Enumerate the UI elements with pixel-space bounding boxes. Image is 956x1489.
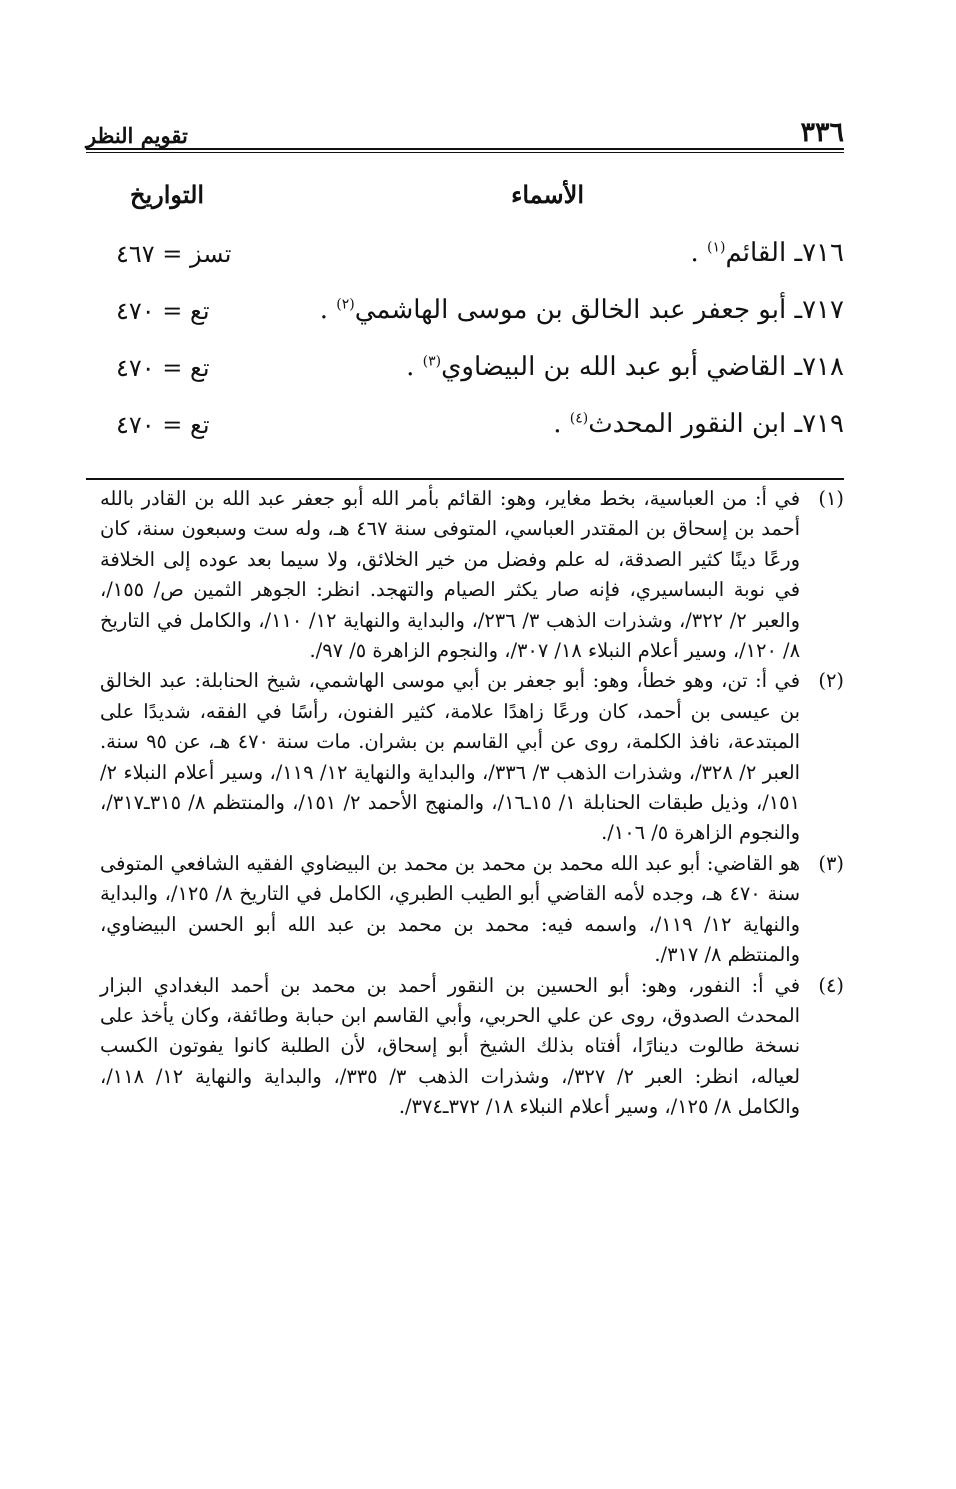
entry-date: تع = ٤٧٠ bbox=[116, 411, 210, 439]
footnote-text: في أ: من العباسية، بخط مغاير، وهو: القائم بأمر الله أبو جعفر عبد الله بن القادر بالله أحمد بن إسحاق بن المقتدر العباسي، المتوفى سنة ٤٦٧ هـ، وله ست وسبعون سنة، كان ورعًا دينًا كثير الصدقة، له علم وفضل من خير الخلائق، ولا سيما بعد عوده إلى الخلافة في نوبة البساسيري، فإنه صار يكثر الصيام والتهجد. انظر: الجوهر الثمين ص/ ١٥٥/، والعبر ٢/ ٣٢٢/، وشذرات الذهب ٣/ ٢٣٦/، والبداية والنهاية ١٢/ ١١٠/، والكامل في التاريخ ٨/ ١٢٠/، وسير أعلام النبلاء ١٨/ ٣٠٧/، والنجوم الزاهرة ٥/ ٩٧/. bbox=[100, 487, 800, 663]
entry-719 bbox=[86, 409, 844, 466]
footnote-ref: (١) bbox=[706, 239, 726, 256]
dates-column-header: التواريخ bbox=[130, 180, 205, 209]
footnote-number: (١) bbox=[818, 487, 844, 510]
footnotes bbox=[100, 484, 844, 1123]
column-headers bbox=[86, 180, 844, 220]
entry-date: تع = ٤٧٠ bbox=[116, 354, 210, 382]
entry-717 bbox=[86, 295, 844, 352]
entry-name: ٧١٦ـ القائم$^{(١)}$ . bbox=[690, 238, 844, 268]
footnote-ref: (٢) bbox=[336, 296, 355, 313]
entry-name: ٧١٧ـ أبو جعفر عبد الخالق بن موسى الهاشمي$^{(٢)}$ . bbox=[319, 295, 844, 325]
entry-name: ٧١٨ـ القاضي أبو عبد الله بن البيضاوي$^{(٣)}$ . bbox=[406, 352, 844, 382]
footnotes-rule bbox=[86, 478, 844, 480]
footnote-number: (٢) bbox=[818, 669, 844, 693]
footnote-ref: (٣) bbox=[422, 353, 442, 370]
names-column-header: الأسماء bbox=[511, 180, 584, 209]
entry-716 bbox=[86, 238, 844, 295]
footnote-2 bbox=[100, 666, 844, 848]
footnote-1 bbox=[100, 484, 844, 666]
entry-date: تع = ٤٧٠ bbox=[116, 297, 210, 325]
entry-name: ٧١٩ـ ابن النقور المحدث$^{(٤)}$ . bbox=[553, 409, 844, 439]
page-number: ٣٣٦ bbox=[800, 117, 844, 148]
running-title: تقويم النظر bbox=[86, 123, 188, 148]
footnote-3 bbox=[100, 849, 844, 971]
footnote-text: في أ: النفور، وهو: أبو الحسين بن النقور أحمد بن محمد بن أحمد البغدادي البزار المحدث الصدوق، روى عن علي الحربي، وأبي القاسم ابن حبابة وطائفة، وكان يأخذ على نسخة طالوت دينارًا، أفتاه بذلك الشيخ أبو إسحاق، لأن الطلبة كانوا يفوتون الكسب لعياله، انظر: العبر ٢/ ٣٢٧/، وشذرات الذهب ٣/ ٣٣٥/، والبداية والنهاية ١٢/ ١١٨/، والكامل ٨/ ١٢٥/، وسير أعلام النبلاء ١٨/ ٣٧٢ـ٣٧٤/. bbox=[100, 973, 800, 1119]
footnote-4 bbox=[100, 971, 844, 1123]
header-rule-thin bbox=[86, 152, 844, 153]
footnote-text: في أ: تن، وهو خطأ، وهو: أبو جعفر بن أبي موسى الهاشمي، شيخ الحنابلة: عبد الخالق بن عيسى بن أحمد، كان ورعًا زاهدًا علامة، كثير الفنون، رأسًا في الفقه، شديدًا على المبتدعة، نافذ الكلمة، روى عن أبي القاسم بن بشران. مات سنة ٤٧٠ هـ، عن ٩٥ سنة. العبر ٢/ ٣٢٨/، وشذرات الذهب ٣/ ٣٣٦/، والبداية والنهاية ١٢/ ١١٩/، وسير أعلام النبلاء ٢/ ١٥١/، وذيل طبقات الحنابلة ١/ ١٥ـ١٦/، والمنهج الأحمد ٢/ ١٥١/، والمنتظم ٨/ ٣١٥ـ٣١٧/، والنجوم الزاهرة ٥/ ١٠٦/. bbox=[100, 669, 801, 845]
footnote-number: (٣) bbox=[818, 851, 844, 875]
running-head bbox=[86, 104, 844, 148]
footnote-ref: (٤) bbox=[569, 410, 589, 427]
footnote-number: (٤) bbox=[818, 973, 844, 997]
entry-date: تسز = ٤٦٧ bbox=[116, 240, 232, 268]
footnote-text: هو القاضي: أبو عبد الله محمد بن محمد بن محمد بن البيضاوي الفقيه الشافعي المتوفى سنة ٤٧٠ هـ، وجده لأمه القاضي أبو الطيب الطبري، الكامل في التاريخ ٨/ ١٢٥/، والبداية والنهاية ١٢/ ١١٩/، واسمه فيه: محمد بن محمد بن عبد الله أبو الحسن البيضاوي، والمنتظم ٨/ ٣١٧/. bbox=[100, 851, 800, 967]
entries-list bbox=[86, 238, 844, 466]
entry-718 bbox=[86, 352, 844, 409]
header-rule bbox=[86, 148, 844, 150]
